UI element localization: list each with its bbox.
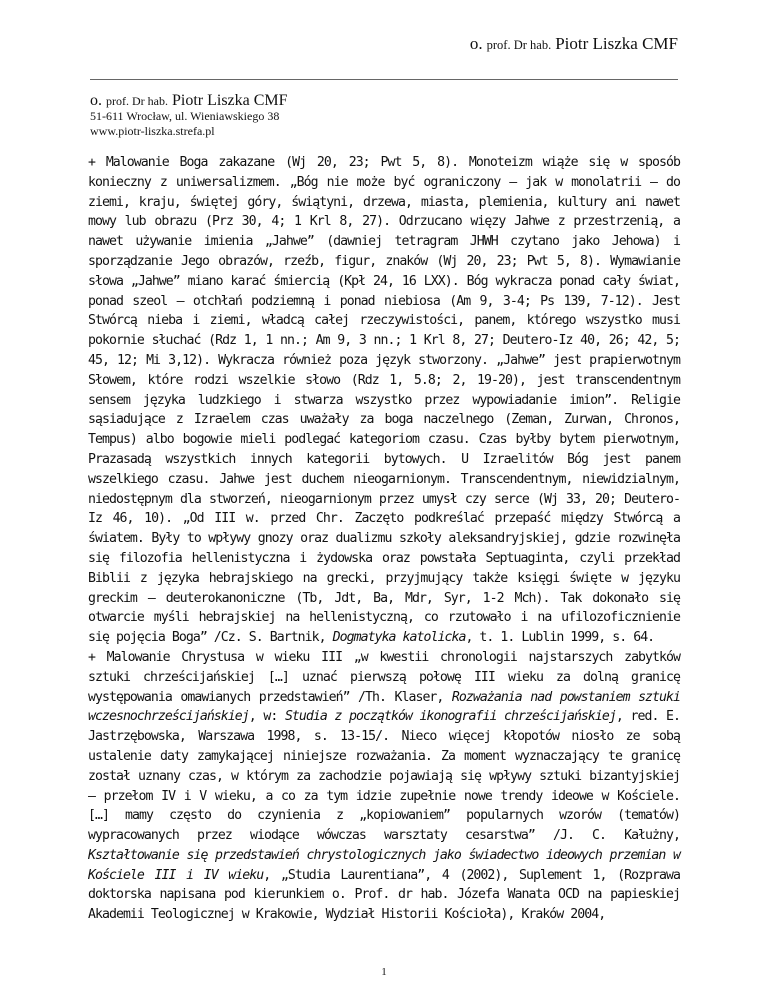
author-degree: prof. Dr hab.	[106, 94, 168, 108]
author-name-line	[90, 93, 288, 109]
author-prefix: o.	[90, 92, 102, 109]
italic-citation: Dogmatyka katolicka	[332, 630, 466, 646]
running-header	[470, 34, 678, 54]
body-text	[88, 153, 680, 925]
paragraph	[88, 153, 680, 648]
page-number: 1	[381, 966, 387, 978]
header-name: Piotr Liszka CMF	[555, 34, 678, 53]
italic-citation: Rozważania nad powstaniem sztuki wczesnochrześcijańskiej	[88, 689, 681, 725]
text-run: + Malowanie Chrystusa w wieku III „w kwestii chronologii najstarszych zabytków sztuki chrześcijańskiej […] uznać pierwszą połowę III wieku za dolną granicę występowania omawianych przedstawień” /Th. Klaser,	[88, 649, 680, 705]
author-website: www.piotr-liszka.strefa.pl	[90, 124, 215, 138]
header-divider	[90, 79, 678, 80]
author-address: 51-611 Wrocław, ul. Wieniawskiego 38	[90, 109, 280, 123]
text-run: , w:	[248, 709, 285, 725]
text-run: + Malowanie Boga zakazane (Wj 20, 23; Pwt 5, 8). Monoteizm wiąże się w sposób konieczny z uniwersalizmem. „Bóg nie może być ograniczony – jak w monolatrii – do ziemi, kraju, świętej góry, świątyni, drzewa, miasta, plemienia, kultury ani nawet mowy lub obrazu (Prz 30, 4; 1 Krl 8, 27). Odrzucano więzy Jahwe z przestrzenią, a nawet używanie imienia „Jahwe” (dawniej tetragram JHWH czytano jako Jehowa) i sporządzanie Jego obrazów, rzeźb, figur, znaków (Wj 20, 23; Pwt 5, 8). Wymawianie słowa „Jahwe” miano karać śmiercią (Kpł 24, 16 LXX). Bóg wykracza ponad cały świat, ponad szeol – otchłań podziemną i ponad niebiosa (Am 9, 3-4; Ps 139, 7-12). Jest Stwórcą nieba i ziemi, władcą całej rzeczywistości, panem, którego wszystko musi pokornie słuchać (Rdz 1, 1 nn.; Am 9, 3 nn.; 1 Krl 8, 27; Deutero-Iz 40, 26; 42, 5; 45, 12; Mi 3,12). Wykracza również poza język stworzony. „Jahwe” jest prapierwotnym Słowem, które rodzi wszelkie słowo (Rdz 1, 5.8; 2, 19-20), jest transcendentnym sensem języka ludzkiego i stwarza wszystko przez wypowiadanie imion”. Religie sąsiadujące z Izraelem czas uważały za boga naczelnego (Zeman, Zurwan, Chronos, Tempus) albo bogowie mieli podlegać kategoriom czasu. Czas byłby bytem pierwotnym, Prazasadą wszystkich innych kategorii bytowych. U Izraelitów Bóg jest panem wszelkiego czasu. Jahwe jest duchem nieogarnionym. Transcendentnym, niewidzialnym, niedostępnym dla stworzeń, nieogarnionym przez umysł czy serce (Wj 33, 20; Deutero-Iz 46, 10). „Od III w. przed Chr. Zaczęto podkreślać przepaść między Stwórcą a światem. Były to wpływy gnozy oraz dualizmu szkoły aleksandryjskiej, gdzie rozwinęła się filozofia hellenistyczna i żydowska oraz powstała Septuaginta, czyli przekład Biblii z języka hebrajskiego na grecki, przyjmujący także księgi święte w języku greckim – deuterokanoniczne (Tb, Jdt, Ba, Mdr, Syr, 1-2 Mch). Tak dokonało się otwarcie myśli hebrajskiej na hellenistyczną, co rzutowało i na ufilozoficznienie się pojęcia Boga” /Cz. S. Bartnik,	[88, 155, 680, 646]
paragraph	[88, 648, 680, 925]
text-run: , t. 1. Lublin 1999, s. 64.	[465, 630, 655, 646]
italic-citation: Kształtowanie się przedstawień chrystologicznych jako świadectwo ideowych przemian w Kościele III i IV wieku	[88, 847, 680, 883]
author-block	[90, 93, 288, 139]
header-degree: prof. Dr hab.	[486, 38, 552, 52]
author-name: Piotr Liszka CMF	[171, 92, 288, 109]
text-run: , red. E. Jastrzębowska, Warszawa 1998, s. 13-15/. Nieco więcej kłopotów niosło ze sobą ustalenie daty zamykającej niniejsze rozważania. Za moment wyznaczający te granicę został uznany czas, w którym za zachodzie pojawiają się wpływy sztuki bizantyjskiej – przełom IV i V wieku, a co za tym idzie zupełnie nowe trendy ideowe w Kościele. […] mamy często do czynienia z „kopiowaniem” popularnych wzorów (tematów) wypracowanych przez wiodące wówczas warsztaty cesarstwa” /J. C. Kałużny,	[88, 709, 681, 844]
header-prefix: o.	[469, 34, 483, 53]
italic-citation: Studia z początków ikonografii chrześcijańskiej	[284, 709, 616, 725]
text-run: , „Studia Laurentiana”, 4 (2002), Suplement 1, (Rozprawa doktorska napisana pod kierunkiem o. Prof. dr hab. Józefa Wanata OCD na papieskiej Akademii Teologicznej w Krakowie, Wydział Historii Kościoła), Kraków 2004,	[88, 867, 680, 923]
